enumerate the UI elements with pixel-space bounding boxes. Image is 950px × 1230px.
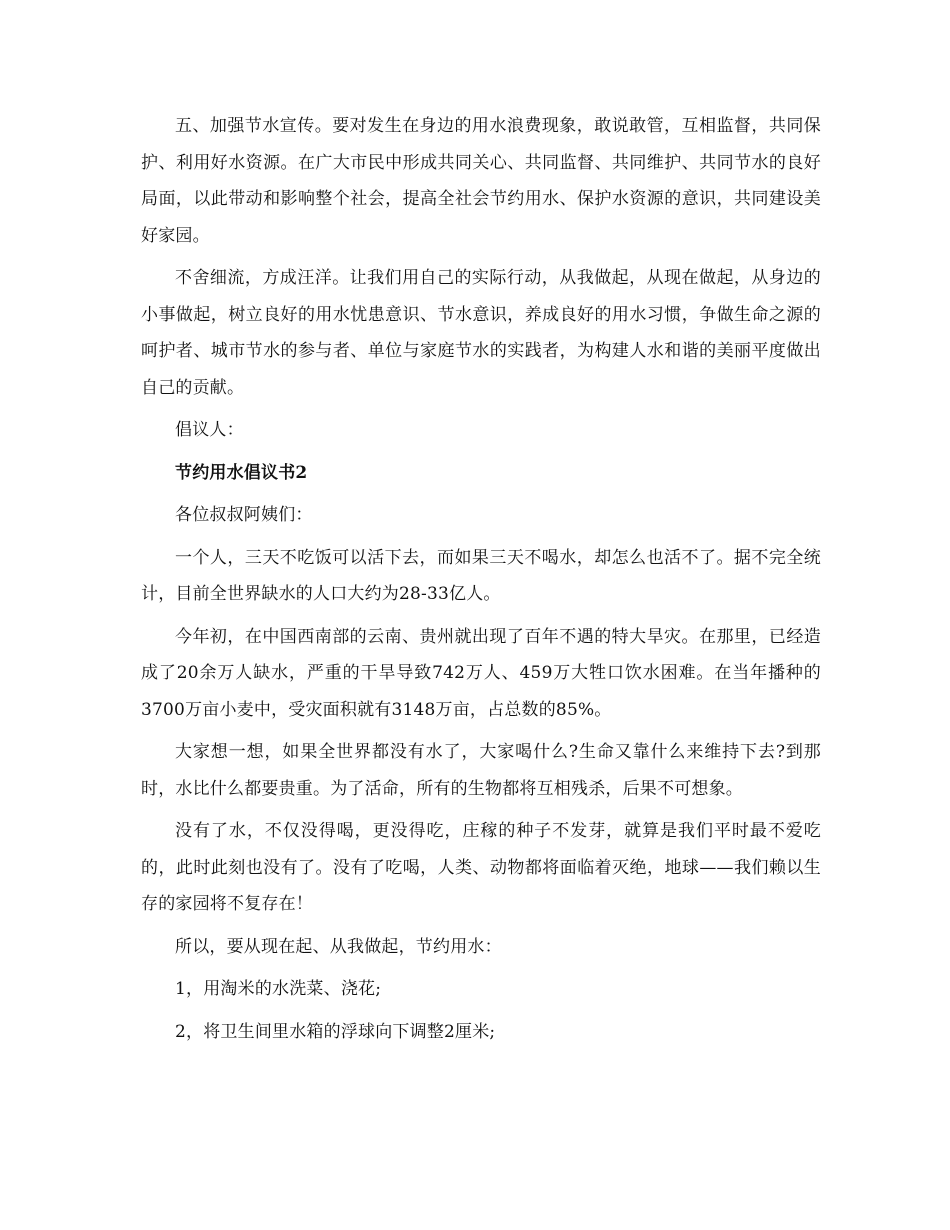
paragraph-initiator: 倡议人： [175,420,244,440]
paragraph-drought: 今年初，在中国西南部的云南、贵州就出现了百年不遇的特大旱灾。在那里，已经造成了20余万人缺水，严重的干旱导致742万人、459万大牲口饮水困难。在当年播种的3700万亩小麦中，受灾面积就有3148万亩，占总数的85%。 [141,626,821,720]
section-heading: 节约用水倡议书2 [175,462,308,483]
paragraph-imagine: 大家想一想，如果全世界都没有水了，大家喝什么?生命又靠什么来维持下去?到那时，水比什么都要贵重。为了活命，所有的生物都将互相残杀，后果不可想象。 [141,742,821,799]
paragraph-water-importance: 一个人，三天不吃饭可以活下去，而如果三天不喝水，却怎么也活不了。据不完全统计，目前全世界缺水的人口大约为28-33亿人。 [141,547,821,604]
list-item-2: 2，将卫生间里水箱的浮球向下调整2厘米; [175,1021,496,1042]
paragraph-water-publicity: 五、加强节水宣传。要对发生在身边的用水浪费现象，敢说敢管，互相监督，共同保护、利用好水资源。在广大市民中形成共同关心、共同监督、共同维护、共同节水的良好局面，以此带动和影响整个社会，提高全社会节约用水、保护水资源的意识，共同建设美好家园。 [141,116,821,246]
paragraph-start-now: 所以，要从现在起、从我做起，节约用水： [175,936,502,957]
list-item-1: 1，用淘米的水洗菜、浇花; [175,979,382,999]
paragraph-action-call: 不舍细流，方成汪洋。让我们用自己的实际行动，从我做起，从现在做起，从身边的小事做起，树立良好的用水忧患意识、节水意识，养成良好的用水习惯，争做生命之源的呵护者、城市节水的参与者、单位与家庭节水的实践者，为构建人水和谐的美丽平度做出自己的贡献。 [141,268,821,398]
document-body [141,108,821,1056]
paragraph-salutation: 各位叔叔阿姨们： [175,505,313,525]
paragraph-consequence: 没有了水，不仅没得喝，更没得吃，庄稼的种子不发芽，就算是我们平时最不爱吃的，此时此刻也没有了。没有了吃喝，人类、动物都将面临着灭绝，地球——我们赖以生存的家园将不复存在！ [141,821,821,914]
